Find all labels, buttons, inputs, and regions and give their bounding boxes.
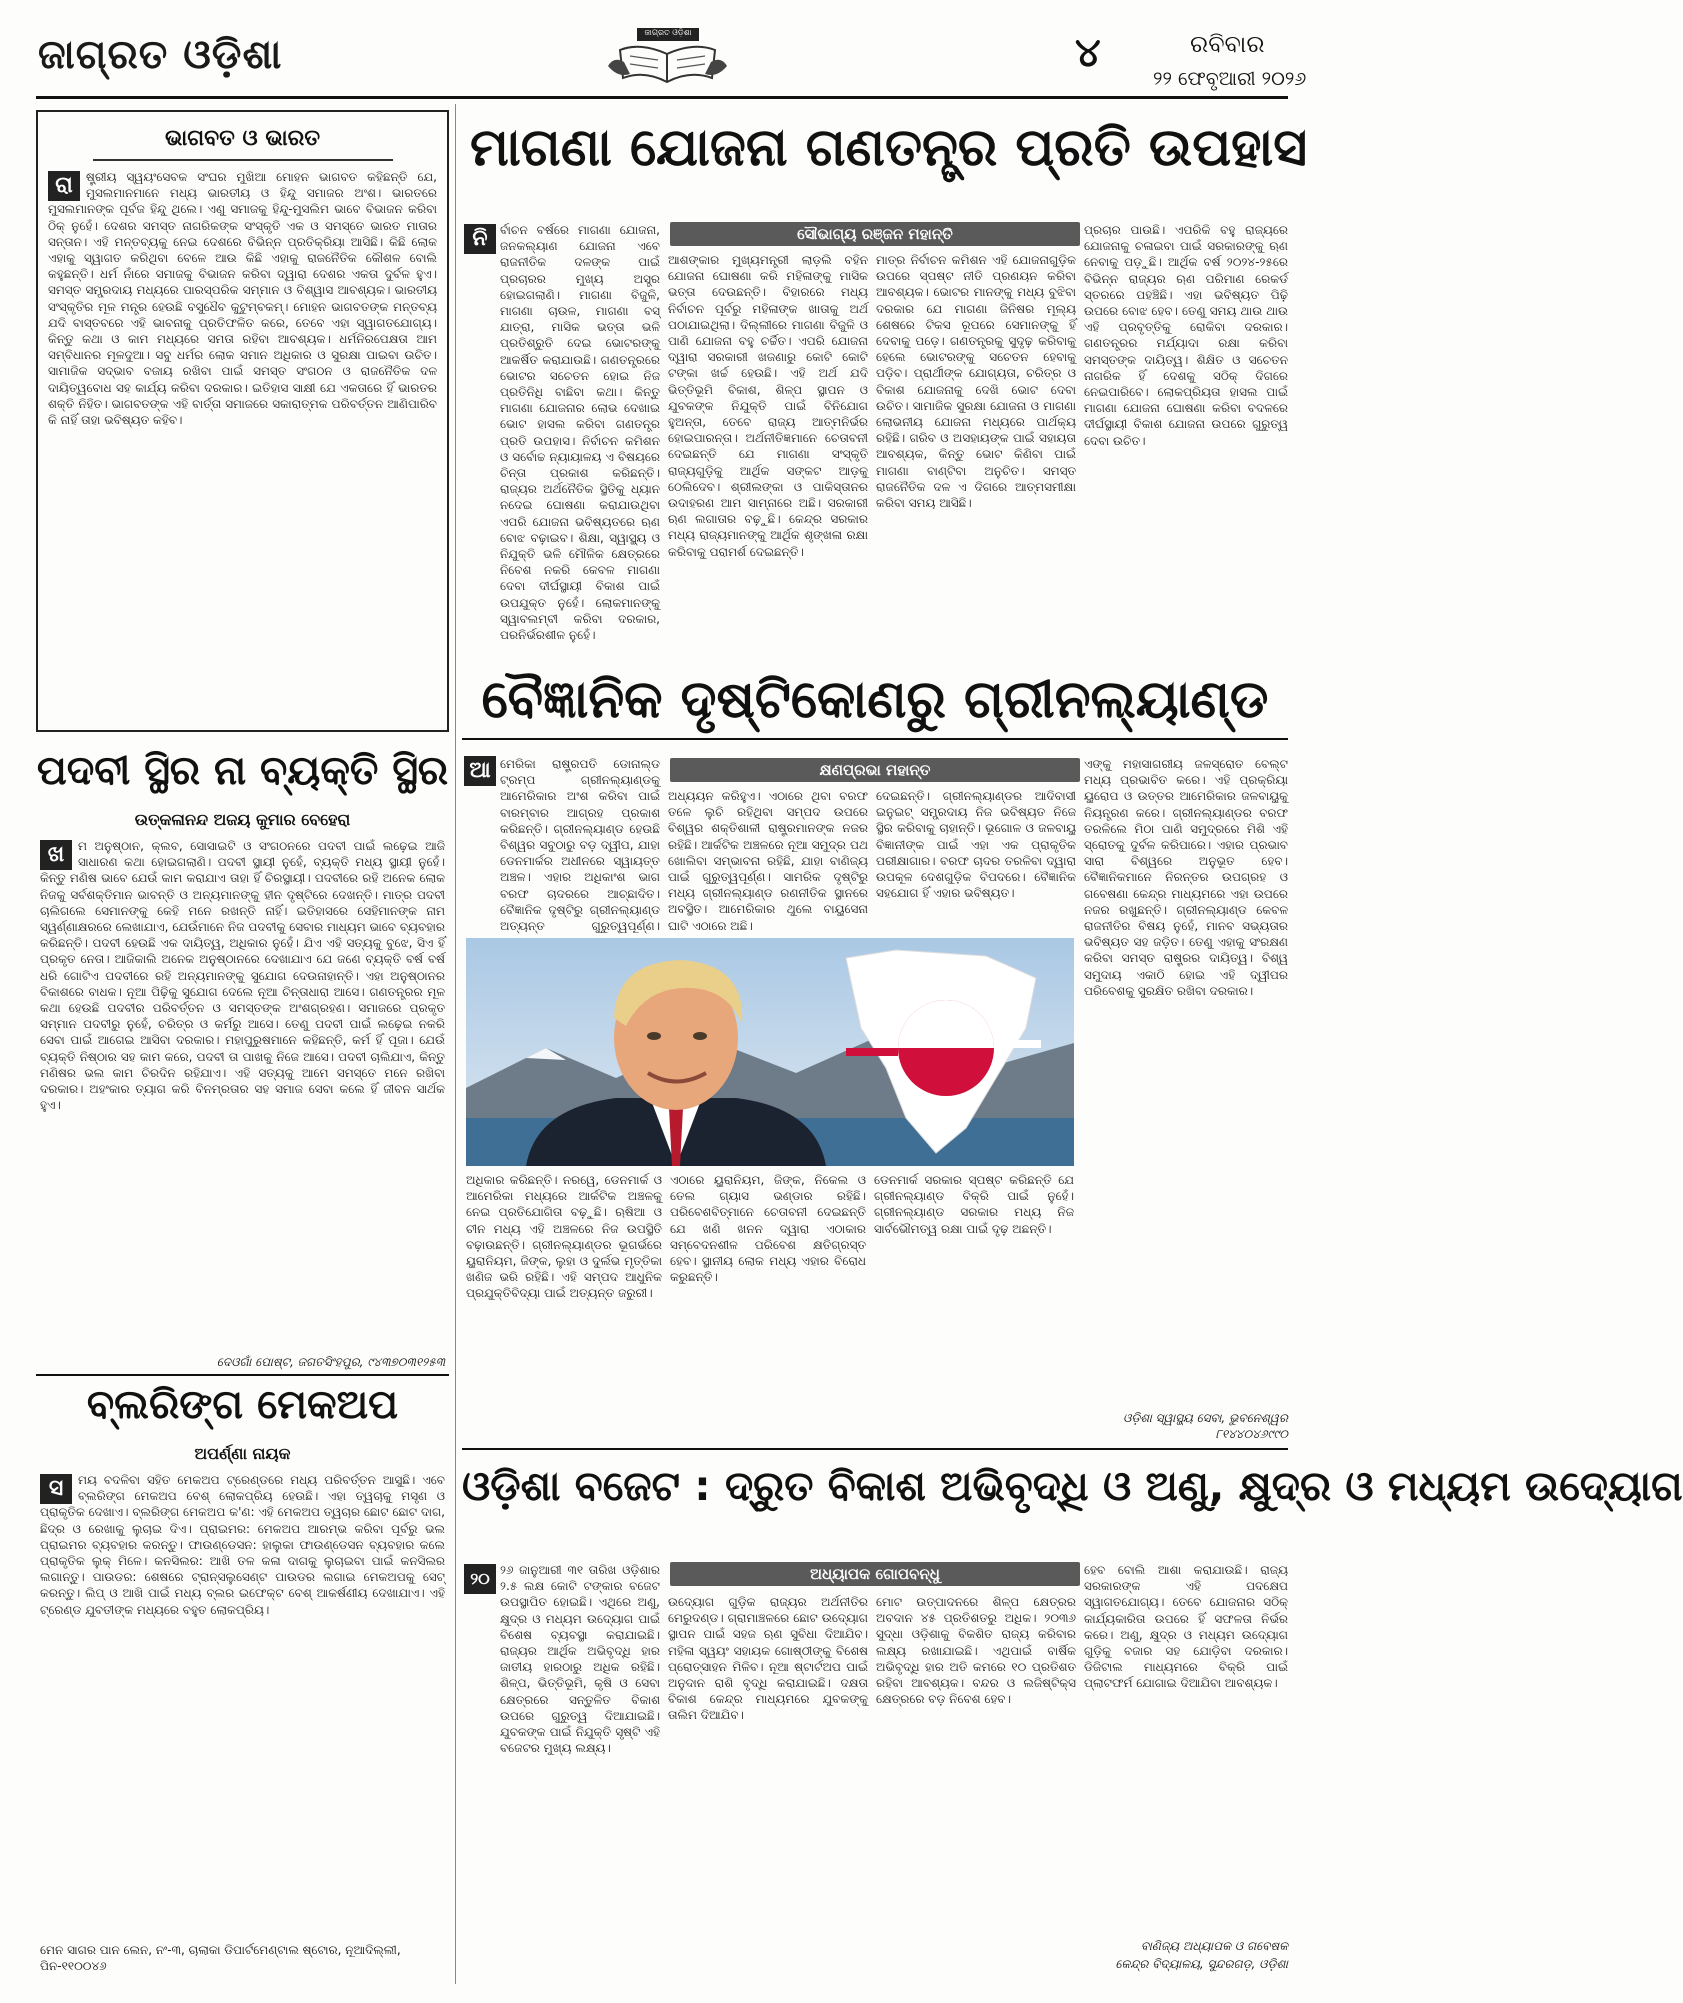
greenland-dropcap: ଆ — [464, 756, 496, 786]
magana-rule — [462, 738, 1288, 740]
bhagabata-title-rule — [93, 159, 393, 161]
padabi-dropcap: ଖ — [40, 840, 72, 870]
magana-col3: ମାତ୍ର ନିର୍ବାଚନ କମିଶନ ଏହି ଯୋଜନାଗୁଡ଼ିକ ଉପରେ ସ୍ପଷ୍ଟ ନୀତି ପ୍ରଣୟନ କରିବା ଆବଶ୍ୟକ। ଭୋଟର ମାନଙ୍କୁ ମଧ୍ୟ ବୁଝିବା ଦରକାର ଯେ ମାଗଣା ଜିନିଷର ମୂଲ୍ୟ ଶେଷରେ ଟିକସ ରୂପରେ ସେମାନଙ୍କୁ ହିଁ ଦେବାକୁ ପଡ଼େ। ଗଣତନ୍ତ୍ରକୁ ସୁଦୃଢ଼ କରିବାକୁ ହେଲେ ଭୋଟରଙ୍କୁ ସଚେତନ ହେବାକୁ ପଡ଼ିବ। ପ୍ରାର୍ଥୀଙ୍କ ଯୋଗ୍ୟତା, ଚରିତ୍ର ଓ ବିକାଶ ଯୋଜନାକୁ ଦେଖି ଭୋଟ ଦେବା ଉଚିତ। ସାମାଜିକ ସୁରକ୍ଷା ଯୋଜନା ଓ ମାଗଣା ଲୋଭନୀୟ ଯୋଜନା ମଧ୍ୟରେ ପାର୍ଥକ୍ୟ ରହିଛି। ଗରିବ ଓ ଅସହାୟଙ୍କ ପାଇଁ ସହାୟତା ଆବଶ୍ୟକ, କିନ୍ତୁ ଭୋଟ କିଣିବା ପାଇଁ ମାଗଣା ବାଣ୍ଟିବା ଅନୁଚିତ। ସମସ୍ତ ରାଜନୈତିକ ଦଳ ଏ ଦିଗରେ ଆତ୍ମସମୀକ୍ଷା କରିବା ସମୟ ଆସିଛି। — [876, 253, 1076, 511]
magana-dropcap: ନି — [464, 224, 496, 254]
blurring-body-wrap — [40, 1472, 445, 1934]
greenland-headline: ବୈଜ୍ଞାନିକ ଦୃଷ୍ଟିକୋଣରୁ ଗ୍ରୀନଲ୍ୟାଣ୍ଡ — [462, 670, 1288, 731]
greenland-bottom-right: ଡେନମାର୍କ ସରକାର ସ୍ପଷ୍ଟ କରିଛନ୍ତି ଯେ ଗ୍ରୀନଲ୍ୟାଣ୍ଡ ବିକ୍ରି ପାଇଁ ନୁହେଁ। ଗ୍ରୀନଲ୍ୟାଣ୍ଡ ସରକାର ମଧ୍ୟ ନିଜ ସାର୍ବଭୌମତ୍ୱ ରକ୍ଷା ପାଇଁ ଦୃଢ଼ ଅଛନ୍ତି। — [874, 1173, 1074, 1236]
magana-col2: ଆଶଙ୍କାର ମୁଖ୍ୟମନ୍ତ୍ରୀ ଲାଡ଼ଲି ବହିନ ଯୋଜନା ଘୋଷଣା କରି ମହିଳାଙ୍କୁ ମାସିକ ଭତ୍ତା ଦେଉଛନ୍ତି। ବିହାରରେ ମଧ୍ୟ ନିର୍ବାଚନ ପୂର୍ବରୁ ମହିଳାଙ୍କ ଖାତାକୁ ଅର୍ଥ ପଠାଯାଇଥିଲା। ଦିଲ୍ଲୀରେ ମାଗଣା ବିଜୁଳି ଓ ପାଣି ଯୋଜନା ବହୁ ଚର୍ଚ୍ଚିତ। ଏପରି ଯୋଜନା ଦ୍ୱାରା ସରକାରୀ ଖଜଣାରୁ କୋଟି କୋଟି ଟଙ୍କା ଖର୍ଚ୍ଚ ହେଉଛି। ଏହି ଅର୍ଥ ଯଦି ଭିତ୍ତିଭୂମି ବିକାଶ, ଶିଳ୍ପ ସ୍ଥାପନ ଓ ଯୁବକଙ୍କ ନିଯୁକ୍ତି ପାଇଁ ବିନିଯୋଗ ହୁଅନ୍ତା, ତେବେ ରାଜ୍ୟ ଆତ୍ମନିର୍ଭର ହୋଇପାରନ୍ତା। ଅର୍ଥନୀତିଜ୍ଞମାନେ ଚେତାବନୀ ଦେଇଛନ୍ତି ଯେ ମାଗଣା ସଂସ୍କୃତି ରାଜ୍ୟଗୁଡ଼ିକୁ ଆର୍ଥିକ ସଙ୍କଟ ଆଡ଼କୁ ଠେଲିଦେବ। ଶ୍ରୀଲଙ୍କା ଓ ପାକିସ୍ତାନର ଉଦାହରଣ ଆମ ସାମ୍ନାରେ ଅଛି। ସରକାରୀ ଋଣ ଲଗାତାର ବଢ଼ୁଛି। କେନ୍ଦ୍ର ସରକାର ମଧ୍ୟ ରାଜ୍ୟମାନଙ୍କୁ ଆର୍ଥିକ ଶୃଙ୍ଖଳା ରକ୍ଷା କରିବାକୁ ପରାମର୍ଶ ଦେଇଛନ୍ତି। — [668, 253, 868, 559]
budget-signature-2: କେନ୍ଦ୍ର ବିଦ୍ୟାଳୟ, ସୁନ୍ଦରଗଡ଼, ଓଡ଼ିଶା — [1115, 1957, 1288, 1971]
date-label: ୨୨ ଫେବୃଆରୀ ୨୦୨୬ — [1153, 68, 1307, 90]
greenland-byline: କ୍ଷଣପ୍ରଭା ମହାନ୍ତ — [670, 758, 1080, 782]
padabi-author: ଉତ୍କଳାନନ୍ଦ ଅଜୟ କୁମାର ବେହେରା — [134, 810, 351, 829]
masthead-rule — [36, 96, 1288, 99]
greenland-col2: ଅଧ୍ୟୟନ କରିହୁଏ। ଏଠାରେ ଥିବା ବରଫ ତଳେ ଲୁଚି ରହିଥିବା ସମ୍ପଦ ଉପରେ ବିଶ୍ୱର ଶକ୍ତିଶାଳୀ ରାଷ୍ଟ୍ରମାନଙ୍କ ନଜର ରହିଛି। ଆର୍କଟିକ ଅଞ୍ଚଳରେ ନୂଆ ସମୁଦ୍ର ପଥ ଖୋଲିବା ସମ୍ଭାବନା ରହିଛି, ଯାହା ବାଣିଜ୍ୟ ପାଇଁ ଗୁରୁତ୍ୱପୂର୍ଣ୍ଣ। ସାମରିକ ଦୃଷ୍ଟିରୁ ମଧ୍ୟ ଗ୍ରୀନଲ୍ୟାଣ୍ଡ ରଣନୀତିକ ସ୍ଥାନରେ ଅବସ୍ଥିତ। ଆମେରିକାର ଥୁଲେ ବାୟୁସେନା ଘାଟି ଏଠାରେ ଅଛି। — [668, 789, 868, 933]
padabi-rule — [36, 1374, 449, 1376]
blurring-author: ଅପର୍ଣ୍ଣା ନାୟକ — [194, 1444, 291, 1463]
budget-signature-1: ବାଣିଜ୍ୟ ଅଧ୍ୟାପକ ଓ ଗବେଷକ — [1140, 1939, 1288, 1953]
magana-col1: ର୍ବାଚନ ବର୍ଷରେ ମାଗଣା ଯୋଜନା, ଜନକଲ୍ୟାଣ ଯୋଜନା ଏବେ ରାଜନୀତିକ ଦଳଙ୍କ ପାଇଁ ପ୍ରଚାରର ମୁଖ୍ୟ ଅସ୍ତ୍ର ହୋଇଗଲାଣି। ମାଗଣା ବିଜୁଳି, ମାଗଣା ଚାଉଳ, ମାଗଣା ବସ୍ ଯାତ୍ରା, ମାସିକ ଭତ୍ତା ଭଳି ପ୍ରତିଶ୍ରୁତି ଦେଇ ଭୋଟରଙ୍କୁ ଆକର୍ଷିତ କରାଯାଉଛି। ଗଣତନ୍ତ୍ରରେ ଭୋଟର ସଚେତନ ହୋଇ ନିଜ ପ୍ରତିନିଧି ବାଛିବା କଥା। କିନ୍ତୁ ମାଗଣା ଯୋଜନାର ଲୋଭ ଦେଖାଇ ଭୋଟ ହାସଲ କରିବା ଗଣତନ୍ତ୍ର ପ୍ରତି ଉପହାସ। ନିର୍ବାଚନ କମିଶନ ଓ ସର୍ବୋଚ୍ଚ ନ୍ୟାୟାଳୟ ଏ ବିଷୟରେ ଚିନ୍ତା ପ୍ରକାଶ କରିଛନ୍ତି। ରାଜ୍ୟର ଅର୍ଥନୈତିକ ସ୍ଥିତିକୁ ଧ୍ୟାନ ନଦେଇ ଘୋଷଣା କରାଯାଉଥିବା ଏପରି ଯୋଜନା ଭବିଷ୍ୟତରେ ଋଣ ବୋଝ ବଢ଼ାଇବ। ଶିକ୍ଷା, ସ୍ୱାସ୍ଥ୍ୟ ଓ ନିଯୁକ୍ତି ଭଳି ମୌଳିକ କ୍ଷେତ୍ରରେ ନିବେଶ ନକରି କେବଳ ମାଗଣା ଦେବା ଦୀର୍ଘସ୍ଥାୟୀ ବିକାଶ ପାଇଁ ଉପଯୁକ୍ତ ନୁହେଁ। ଲୋକମାନଙ୍କୁ ସ୍ୱାବଲମ୍ବୀ କରିବା ଦରକାର, ପରନିର୍ଭରଶୀଳ ନୁହେଁ। — [500, 223, 660, 643]
magana-byline: ସୌଭାଗ୍ୟ ରଞ୍ଜନ ମହାନ୍ତି — [670, 222, 1080, 246]
blurring-headline: ବ୍ଲରିଙ୍ଗ ମେକଅପ — [86, 1382, 399, 1428]
masthead-title: ଜାଗ୍ରତ ଓଡ଼ିଶା — [38, 32, 283, 78]
greenland-col1: ମେରିକା ରାଷ୍ଟ୍ରପତି ଡୋନାଲ୍ଡ ଟ୍ରମ୍ପ ଗ୍ରୀନଲ୍ୟାଣ୍ଡକୁ ଆମେରିକାର ଅଂଶ କରିବା ପାଇଁ ବାରମ୍ବାର ଆଗ୍ରହ ପ୍ରକାଶ କରିଛନ୍ତି। ଗ୍ରୀନଲ୍ୟାଣ୍ଡ ହେଉଛି ବିଶ୍ୱର ସବୁଠାରୁ ବଡ଼ ଦ୍ୱୀପ, ଯାହା ଡେନମାର୍କର ଅଧୀନରେ ସ୍ୱାୟତ୍ତ ଅଞ୍ଚଳ। ଏହାର ଅଧିକାଂଶ ଭାଗ ବରଫ ଚାଦରରେ ଆଚ୍ଛାଦିତ। ବୈଜ୍ଞାନିକ ଦୃଷ୍ଟିରୁ ଗ୍ରୀନଲ୍ୟାଣ୍ଡ ଅତ୍ୟନ୍ତ ଗୁରୁତ୍ୱପୂର୍ଣ୍ଣ। — [500, 757, 660, 934]
padabi-body: ମ ଅନୁଷ୍ଠାନ, କ୍ଲବ, ସୋସାଇଟି ଓ ସଂଗଠନରେ ପଦବୀ ପାଇଁ ଲଢ଼େଇ ଆଜି ସାଧାରଣ କଥା ହୋଇଗଲାଣି। ପଦବୀ ସ୍ଥାୟୀ ନୁହେଁ, ବ୍ୟକ୍ତି ମଧ୍ୟ ସ୍ଥାୟୀ ନୁହେଁ। କିନ୍ତୁ ମଣିଷ ଭାବେ ଯେଉଁ କାମ କରାଯାଏ ତାହା ହିଁ ଚିରସ୍ଥାୟୀ। ପଦବୀରେ ରହି ଅନେକ ଲୋକ ନିଜକୁ ସର୍ବଶକ୍ତିମାନ ଭାବନ୍ତି ଓ ଅନ୍ୟମାନଙ୍କୁ ହୀନ ଦୃଷ୍ଟିରେ ଦେଖନ୍ତି। ମାତ୍ର ପଦବୀ ଚାଲିଗଲେ ସେମାନଙ୍କୁ କେହି ମନେ ରଖନ୍ତି ନାହିଁ। ଇତିହାସରେ ସେହିମାନଙ୍କ ନାମ ସ୍ୱର୍ଣ୍ଣାକ୍ଷରରେ ଲେଖାଯାଏ, ଯେଉଁମାନେ ନିଜ ପଦବୀକୁ ସେବାର ମାଧ୍ୟମ ଭାବେ ବ୍ୟବହାର କରିଛନ୍ତି। ପଦବୀ ହେଉଛି ଏକ ଦାୟିତ୍ୱ, ଅଧିକାର ନୁହେଁ। ଯିଏ ଏହି ସତ୍ୟକୁ ବୁଝେ, ସିଏ ହିଁ ପ୍ରକୃତ ନେତା। ଆଜିକାଲି ଅନେକ ଅନୁଷ୍ଠାନରେ ଦେଖାଯାଏ ଯେ ଜଣେ ବ୍ୟକ୍ତି ବର୍ଷ ବର୍ଷ ଧରି ଗୋଟିଏ ପଦବୀରେ ରହି ଅନ୍ୟମାନଙ୍କୁ ସୁଯୋଗ ଦେଉନାହାନ୍ତି। ଏହା ଅନୁଷ୍ଠାନର ବିକାଶରେ ବାଧକ। ନୂଆ ପିଢ଼ିକୁ ସୁଯୋଗ ଦେଲେ ନୂଆ ଚିନ୍ତାଧାରା ଆସେ। ଗଣତନ୍ତ୍ରର ମୂଳ କଥା ହେଉଛି ପଦବୀର ପରିବର୍ତ୍ତନ ଓ ସମସ୍ତଙ୍କ ଅଂଶଗ୍ରହଣ। ସମାଜରେ ପ୍ରକୃତ ସମ୍ମାନ ପଦବୀରୁ ନୁହେଁ, ଚରିତ୍ର ଓ କର୍ମରୁ ଆସେ। ତେଣୁ ପଦବୀ ପାଇଁ ଲଢ଼େଇ ନକରି ସେବା ପାଇଁ ଆଗେଇ ଆସିବା ଦରକାର। ମହାପୁରୁଷମାନେ କହିଛନ୍ତି, କର୍ମ ହିଁ ପୂଜା। ଯେଉଁ ବ୍ୟକ୍ତି ନିଷ୍ଠାର ସହ କାମ କରେ, ପଦବୀ ତା ପାଖକୁ ନିଜେ ଆସେ। ପଦବୀ ଚାଲିଯାଏ, କିନ୍ତୁ ମଣିଷର ଭଲ କାମ ଚିରଦିନ ରହିଯାଏ। ଏହି ସତ୍ୟକୁ ଆମେ ସମସ୍ତେ ମନେ ରଖିବା ଦରକାର। ଅହଂକାର ତ୍ୟାଗ କରି ବିନମ୍ରତାର ସହ ସମାଜ ସେବା କଲେ ହିଁ ଜୀବନ ସାର୍ଥକ ହୁଏ। — [40, 839, 445, 1113]
logo-caption: ଜାଗ୍ରତ ଓଡ଼ିଶା — [644, 28, 692, 37]
padabi-body-wrap — [40, 838, 445, 1350]
blurring-body: ମୟ ବଦଳିବା ସହିତ ମେକଅପ ଟ୍ରେଣ୍ଡରେ ମଧ୍ୟ ପରିବର୍ତ୍ତନ ଆସୁଛି। ଏବେ ବ୍ଲରିଙ୍ଗ ମେକଅପ ବେଶ୍ ଲୋକପ୍ରିୟ ହେଉଛି। ଏହା ତ୍ୱଚାକୁ ମସୃଣ ଓ ପ୍ରାକୃତିକ ଦେଖାଏ। ବ୍ଲରିଙ୍ଗ ମେକଅପ କ'ଣ: ଏହି ମେକଅପ ତ୍ୱଚାର ଛୋଟ ଛୋଟ ଦାଗ, ଛିଦ୍ର ଓ ରେଖାକୁ ଲୁଚାଇ ଦିଏ। ପ୍ରାଇମର: ମେକଅପ ଆରମ୍ଭ କରିବା ପୂର୍ବରୁ ଭଲ ପ୍ରାଇମର ବ୍ୟବହାର କରନ୍ତୁ। ଫାଉଣ୍ଡେସନ: ହାଲୁକା ଫାଉଣ୍ଡେସନ ବ୍ୟବହାର କଲେ ପ୍ରାକୃତିକ ଲୁକ୍ ମିଳେ। କନସିଲର: ଆଖି ତଳ କଳା ଦାଗକୁ ଲୁଚାଇବା ପାଇଁ କନସିଲର ଲଗାନ୍ତୁ। ପାଉଡର: ଶେଷରେ ଟ୍ରାନ୍ସଲୁସେଣ୍ଟ ପାଉଡର ଲଗାଇ ମେକଅପକୁ ସେଟ୍ କରନ୍ତୁ। ଲିପ୍ ଓ ଆଖି ପାଇଁ ମଧ୍ୟ ବ୍ଲର ଇଫେକ୍ଟ ବେଶ୍ ଆକର୍ଷଣୀୟ ଦେଖାଯାଏ। ଏହି ଟ୍ରେଣ୍ଡ ଯୁବତୀଙ୍କ ମଧ୍ୟରେ ବହୁତ ଲୋକପ୍ରିୟ। — [40, 1473, 445, 1617]
bhagabata-dropcap: ରା — [48, 171, 80, 201]
budget-col1: ୨୬ ଜାନୁଆରୀ ୩୧ ତାରିଖ ଓଡ଼ିଶାର ୨.୫ ଲକ୍ଷ କୋଟି ଟଙ୍କାର ବଜେଟ ଉପସ୍ଥାପିତ ହୋଇଛି। ଏଥିରେ ଅଣୁ, କ୍ଷୁଦ୍ର ଓ ମଧ୍ୟମ ଉଦ୍ୟୋଗ ପାଇଁ ବିଶେଷ ବ୍ୟବସ୍ଥା କରାଯାଇଛି। ରାଜ୍ୟର ଆର୍ଥିକ ଅଭିବୃଦ୍ଧି ହାର ଜାତୀୟ ହାରଠାରୁ ଅଧିକ ରହିଛି। ଶିଳ୍ପ, ଭିତ୍ତିଭୂମି, କୃଷି ଓ ସେବା କ୍ଷେତ୍ରରେ ସନ୍ତୁଳିତ ବିକାଶ ଉପରେ ଗୁରୁତ୍ୱ ଦିଆଯାଇଛି। ଯୁବକଙ୍କ ପାଇଁ ନିଯୁକ୍ତି ସୃଷ୍ଟି ଏହି ବଜେଟର ମୁଖ୍ୟ ଲକ୍ଷ୍ୟ। — [500, 1563, 660, 1756]
column-divider — [455, 104, 456, 1984]
greenland-bottom-left: ଅଧିକାର କରିଛନ୍ତି। ନରୱେ, ଡେନମାର୍କ ଓ ଆମେରିକା ମଧ୍ୟରେ ଆର୍କଟିକ ଅଞ୍ଚଳକୁ ନେଇ ପ୍ରତିଯୋଗିତା ବଢ଼ୁଛି। ଋଷିଆ ଓ ଚୀନ ମଧ୍ୟ ଏହି ଅଞ୍ଚଳରେ ନିଜ ଉପସ୍ଥିତି ବଢ଼ାଉଛନ୍ତି। ଗ୍ରୀନଲ୍ୟାଣ୍ଡର ଭୂଗର୍ଭରେ ୟୁରାନିୟମ, ଜିଙ୍କ, ଲୁହା ଓ ଦୁର୍ଲଭ ମୃତ୍ତିକା ଖଣିଜ ଭରି ରହିଛି। ଏହି ସମ୍ପଦ ଆଧୁନିକ ପ୍ରଯୁକ୍ତିବିଦ୍ୟା ପାଇଁ ଅତ୍ୟନ୍ତ ଜରୁରୀ। — [466, 1173, 662, 1301]
greenland-bottom-mid: ଏଠାରେ ୟୁରାନିୟମ, ଜିଙ୍କ, ନିକେଲ ଓ ତେଲ ଗ୍ୟାସ ଭଣ୍ଡାର ରହିଛି। ପରିବେଶବିତ୍ମାନେ ଚେତାବନୀ ଦେଇଛନ୍ତି ଯେ ଖଣି ଖନନ ଦ୍ୱାରା ଏଠାକାର ସମ୍ବେଦନଶୀଳ ପରିବେଶ କ୍ଷତିଗ୍ରସ୍ତ ହେବ। ସ୍ଥାନୀୟ ଲୋକ ମଧ୍ୟ ଏହାର ବିରୋଧ କରୁଛନ୍ତି। — [670, 1173, 866, 1285]
trump-greenland-photo — [466, 938, 1074, 1166]
bhagabata-title: ଭାଗବତ ଓ ଭାରତ — [164, 126, 321, 151]
bhagabata-body-wrap — [48, 169, 437, 717]
greenland-rule — [462, 1448, 1288, 1450]
day-label: ରବିବାର — [1190, 30, 1265, 58]
budget-col2: ଉଦ୍ୟୋଗ ଗୁଡ଼ିକ ରାଜ୍ୟର ଅର୍ଥନୀତିର ମେରୁଦଣ୍ଡ। ଗ୍ରାମାଞ୍ଚଳରେ ଛୋଟ ଉଦ୍ୟୋଗ ସ୍ଥାପନ ପାଇଁ ସହଜ ଋଣ ସୁବିଧା ଦିଆଯିବ। ମହିଳା ସ୍ୱୟଂ ସହାୟକ ଗୋଷ୍ଠୀଙ୍କୁ ବିଶେଷ ପ୍ରୋତ୍ସାହନ ମିଳିବ। ନୂଆ ଷ୍ଟାର୍ଟଅପ ପାଇଁ ଅନୁଦାନ ରାଶି ବୃଦ୍ଧି କରାଯାଇଛି। ଦକ୍ଷତା ବିକାଶ କେନ୍ଦ୍ର ମାଧ୍ୟମରେ ଯୁବକଙ୍କୁ ତାଲିମ ଦିଆଯିବ। — [668, 1595, 868, 1723]
magana-headline: ମାଗଣା ଯୋଜନା ଗଣତନ୍ତ୍ର ପ୍ରତି ଉପହାସ — [470, 118, 1308, 178]
padabi-headline: ପଦବୀ ସ୍ଥିର ନା ବ୍ୟକ୍ତି ସ୍ଥିର — [36, 748, 449, 794]
budget-dropcap: ୨୦ — [464, 1564, 496, 1594]
bhagabata-box — [36, 110, 449, 732]
blurring-signature: ମେନ ସାଗର ପାନ ଲେନ, ନଂ-୩, ଚାଲାକା ଡିପାର୍ଟମେଣ୍ଟାଲ ଷ୍ଟୋର, ନୂଆଦିଲ୍ଲୀ, ପିନ-୧୧୦୦୪୬ — [40, 1943, 401, 1973]
budget-headline: ଓଡ଼ିଶା ବଜେଟ : ଦ୍ରୁତ ବିକାଶ ଅଭିବୃଦ୍ଧି ଓ ଅଣୁ, କ୍ଷୁଦ୍ର ଓ ମଧ୍ୟମ ଉଦ୍ୟୋଗ — [462, 1462, 1683, 1510]
budget-byline: ଅଧ୍ୟାପକ ଗୋପବନ୍ଧୁ — [670, 1562, 1080, 1586]
blurring-dropcap: ସ — [40, 1474, 72, 1504]
greenland-col4: ଏଙ୍କୁ ମହାସାଗରୀୟ ଜଳସ୍ରୋତ ବେଲ୍ଟ ମଧ୍ୟ ପ୍ରଭାବିତ କରେ। ଏହି ପ୍ରକ୍ରିୟା ୟୁରୋପ ଓ ଉତ୍ତର ଆମେରିକାର ଜଳବାୟୁକୁ ନିୟନ୍ତ୍ରଣ କରେ। ଗ୍ରୀନଲ୍ୟାଣ୍ଡର ବରଫ ତରଳିଲେ ମିଠା ପାଣି ସମୁଦ୍ରରେ ମିଶି ଏହି ସ୍ରୋତକୁ ଦୁର୍ବଳ କରିପାରେ। ଏହାର ପ୍ରଭାବ ସାରା ବିଶ୍ୱରେ ଅନୁଭୂତ ହେବ। ବୈଜ୍ଞାନିକମାନେ ନିରନ୍ତର ଉପଗ୍ରହ ଓ ଗବେଷଣା କେନ୍ଦ୍ର ମାଧ୍ୟମରେ ଏହା ଉପରେ ନଜର ରଖୁଛନ୍ତି। ଗ୍ରୀନଲ୍ୟାଣ୍ଡ କେବଳ ରାଜନୀତିର ବିଷୟ ନୁହେଁ, ମାନବ ସଭ୍ୟତାର ଭବିଷ୍ୟତ ସହ ଜଡ଼ିତ। ତେଣୁ ଏହାକୁ ସଂରକ୍ଷଣ କରିବା ସମସ୍ତ ରାଷ୍ଟ୍ରର ଦାୟିତ୍ୱ। ବିଶ୍ୱ ସମୁଦାୟ ଏକାଠି ହୋଇ ଏହି ଦ୍ୱୀପର ପରିବେଶକୁ ସୁରକ୍ଷିତ ରଖିବା ଦରକାର। — [1084, 757, 1288, 998]
page-number: ୪ — [1075, 30, 1101, 76]
budget-col4: ହେବ ବୋଲି ଆଶା କରାଯାଉଛି। ରାଜ୍ୟ ସରକାରଙ୍କ ଏହି ପଦକ୍ଷେପ ସ୍ୱାଗତଯୋଗ୍ୟ। ତେବେ ଯୋଜନାର ସଠିକ୍ କାର୍ଯ୍ୟକାରିତା ଉପରେ ହିଁ ସଫଳତା ନିର୍ଭର କରେ। ଅଣୁ, କ୍ଷୁଦ୍ର ଓ ମଧ୍ୟମ ଉଦ୍ୟୋଗ ଗୁଡ଼ିକୁ ବଜାର ସହ ଯୋଡ଼ିବା ଦରକାର। ଡିଜିଟାଲ ମାଧ୍ୟମରେ ବିକ୍ରି ପାଇଁ ପ୍ଲାଟଫର୍ମ ଯୋଗାଇ ଦିଆଯିବା ଆବଶ୍ୟକ। — [1084, 1563, 1288, 1691]
greenland-col4-cont — [1084, 1184, 1288, 1430]
padabi-signature: ଦେଓଗାଁ ପୋଷ୍ଟ, ଜଗତସିଂହପୁର, ୯୪୩୭୦୩୧୨୫୩ — [216, 1355, 445, 1369]
greenland-col3: ଦେଇଛନ୍ତି। ଗ୍ରୀନଲ୍ୟାଣ୍ଡର ଆଦିବାସୀ ଇନୁଇଟ୍ ସମ୍ପ୍ରଦାୟ ନିଜ ଭବିଷ୍ୟତ ନିଜେ ସ୍ଥିର କରିବାକୁ ଚାହାନ୍ତି। ଭୂଗୋଳ ଓ ଜଳବାୟୁ ବିଜ୍ଞାନୀଙ୍କ ପାଇଁ ଏହା ଏକ ପ୍ରାକୃତିକ ପରୀକ୍ଷାଗାର। ବରଫ ଚାଦର ତରଳିବା ଦ୍ୱାରା ଉପକୂଳ ଦେଶଗୁଡ଼ିକ ବିପଦରେ। ବୈଜ୍ଞାନିକ ସହଯୋଗ ହିଁ ଏହାର ଭବିଷ୍ୟତ। — [876, 789, 1076, 901]
budget-col3: ମୋଟ ଉତ୍ପାଦନରେ ଶିଳ୍ପ କ୍ଷେତ୍ରର ଅବଦାନ ୪୫ ପ୍ରତିଶତରୁ ଅଧିକ। ୨୦୩୬ ସୁଦ୍ଧା ଓଡ଼ିଶାକୁ ବିକଶିତ ରାଜ୍ୟ କରିବାର ଲକ୍ଷ୍ୟ ରଖାଯାଇଛି। ଏଥିପାଇଁ ବାର୍ଷିକ ଅଭିବୃଦ୍ଧି ହାର ଅତି କମରେ ୧୦ ପ୍ରତିଶତ ରହିବା ଆବଶ୍ୟକ। ବନ୍ଦର ଓ ଲଜିଷ୍ଟିକ୍ସ କ୍ଷେତ୍ରରେ ବଡ଼ ନିବେଶ ହେବ। — [876, 1595, 1076, 1707]
magana-col4: ପ୍ରଚାର ପାଉଛି। ଏପରିକି ବହୁ ରାଜ୍ୟରେ ଯୋଜନାକୁ ଚଳାଇବା ପାଇଁ ସରକାରଙ୍କୁ ଋଣ ନେବାକୁ ପଡ଼ୁଛି। ଆର୍ଥିକ ବର୍ଷ ୨୦୨୪-୨୫ରେ ବିଭିନ୍ନ ରାଜ୍ୟର ଋଣ ପରିମାଣ ରେକର୍ଡ ସ୍ତରରେ ପହଞ୍ଚିଛି। ଏହା ଭବିଷ୍ୟତ ପିଢ଼ି ଉପରେ ବୋଝ ହେବ। ତେଣୁ ସମୟ ଥାଉ ଥାଉ ଏହି ପ୍ରବୃତ୍ତିକୁ ରୋକିବା ଦରକାର। ଗଣତନ୍ତ୍ରର ମର୍ଯ୍ୟାଦା ରକ୍ଷା କରିବା ସମସ୍ତଙ୍କ ଦାୟିତ୍ୱ। ଶିକ୍ଷିତ ଓ ସଚେତନ ନାଗରିକ ହିଁ ଦେଶକୁ ସଠିକ୍ ଦିଗରେ ନେଇପାରିବେ। ଲୋକପ୍ରିୟତା ହାସଲ ପାଇଁ ମାଗଣା ଯୋଜନା ଘୋଷଣା କରିବା ବଦଳରେ ଦୀର୍ଘସ୍ଥାୟୀ ବିକାଶ ଯୋଜନା ଉପରେ ଗୁରୁତ୍ୱ ଦେବା ଉଚିତ। — [1084, 223, 1288, 448]
bhagabata-body: ଷ୍ଟ୍ରୀୟ ସ୍ୱୟଂସେବକ ସଂଘର ମୁଖିଆ ମୋହନ ଭାଗବତ କହିଛନ୍ତି ଯେ, ମୁସଲମାନମାନେ ମଧ୍ୟ ଭାରତୀୟ ଓ ହିନ୍ଦୁ ସମାଜର ଅଂଶ। ଭାରତରେ ମୁସଲମାନଙ୍କ ପୂର୍ବଜ ହିନ୍ଦୁ ଥିଲେ। ଏଣୁ ସମାଜକୁ ହିନ୍ଦୁ-ମୁସଲିମ ଭାବେ ବିଭାଜନ କରିବା ଠିକ୍ ନୁହେଁ। ଦେଶର ସମସ୍ତ ନାଗରିକଙ୍କ ସଂସ୍କୃତି ଏକ ଓ ସମସ୍ତେ ଭାରତ ମାତାର ସନ୍ତାନ। ଏହି ମନ୍ତବ୍ୟକୁ ନେଇ ଦେଶରେ ବିଭିନ୍ନ ପ୍ରତିକ୍ରିୟା ଆସିଛି। କିଛି ଲୋକ ଏହାକୁ ସ୍ୱାଗତ କରିଥିବା ବେଳେ ଆଉ କିଛି ଏହାକୁ ରାଜନୈତିକ କୌଶଳ ବୋଲି କହୁଛନ୍ତି। ଧର୍ମ ନାଁରେ ସମାଜକୁ ବିଭାଜନ କରିବା ଦ୍ୱାରା ଦେଶର ଏକତା ଦୁର୍ବଳ ହୁଏ। ସମସ୍ତ ସମ୍ପ୍ରଦାୟ ମଧ୍ୟରେ ପାରସ୍ପରିକ ସମ୍ମାନ ଓ ବିଶ୍ୱାସ ଆବଶ୍ୟକ। ଭାରତୀୟ ସଂସ୍କୃତିର ମୂଳ ମନ୍ତ୍ର ହେଉଛି ବସୁଧୈବ କୁଟୁମ୍ବକମ୍। ମୋହନ ଭାଗବତଙ୍କ ମନ୍ତବ୍ୟ ଯଦି ବାସ୍ତବରେ ଏହି ଭାବନାକୁ ପ୍ରତିଫଳିତ କରେ, ତେବେ ଏହା ସ୍ୱାଗତଯୋଗ୍ୟ। କିନ୍ତୁ କଥା ଓ କାମ ମଧ୍ୟରେ ସମତା ରହିବା ଆବଶ୍ୟକ। ଧର୍ମନିରପେକ୍ଷତା ଆମ ସମ୍ବିଧାନର ମୂଳଦୁଆ। ସବୁ ଧର୍ମର ଲୋକ ସମାନ ଅଧିକାର ଓ ସୁରକ୍ଷା ପାଇବା ଉଚିତ। ସାମାଜିକ ସଦ୍ଭାବ ବଜାୟ ରଖିବା ପାଇଁ ସମସ୍ତ ସଂଗଠନ ଓ ରାଜନୈତିକ ଦଳ ଦାୟିତ୍ୱବୋଧ ସହ କାର୍ଯ୍ୟ କରିବା ଦରକାର। ଇତିହାସ ସାକ୍ଷୀ ଯେ ଏକତାରେ ହିଁ ଭାରତର ଶକ୍ତି ନିହିତ। ଭାଗବତଙ୍କ ଏହି ବାର୍ତ୍ତା ସମାଜରେ ସକାରାତ୍ମକ ପରିବର୍ତ୍ତନ ଆଣିପାରିବ କି ନାହିଁ ତାହା ଭବିଷ୍ୟତ କହିବ। — [48, 170, 437, 428]
greenland-signature: ଓଡ଼ିଶା ସ୍ୱାସ୍ଥ୍ୟ ସେବା, ଭୁବନେଶ୍ୱର ୮୧୪୪୦୪୬୯୯୦ — [1123, 1411, 1288, 1441]
